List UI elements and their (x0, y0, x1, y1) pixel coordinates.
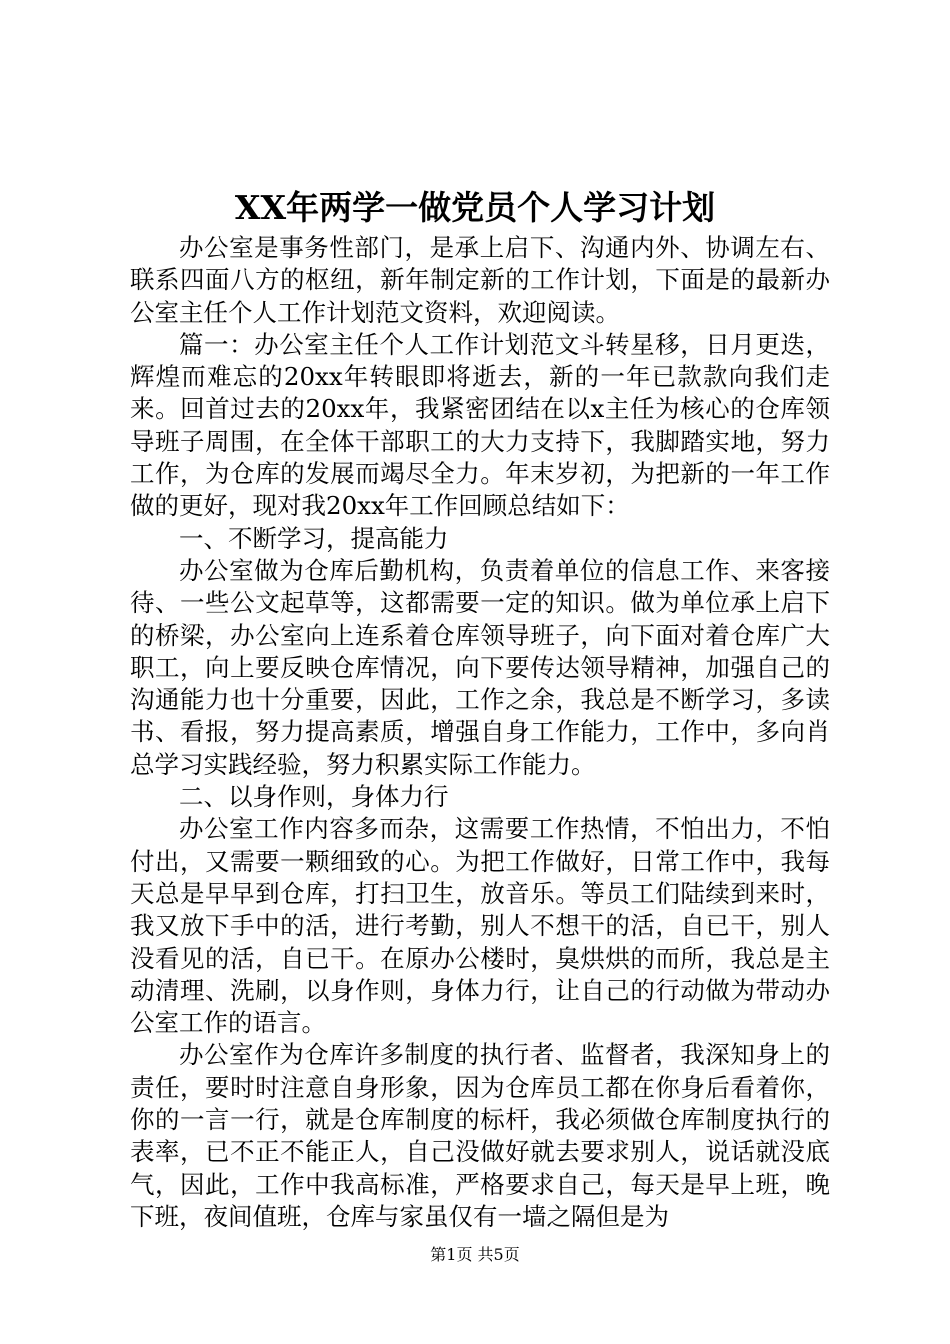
paragraph-section-2a: 办公室工作内容多而杂，这需要工作热情，不怕出力，不怕付出，又需要一颗细致的心。为把工作做好，日常工作中，我每天总是早早到仓库，打扫卫生，放音乐。等员工们陆续到来时，我又放下手中的活，进行考勤，别人不想干的活，自已干，别人没看见的活，自已干。在原办公楼时，臭烘烘的而所，我总是主动清理、洗刷，以身作则，身体力行，让自己的行动做为带动办公室工作的语言。 (130, 814, 830, 1038)
paragraph-section-2b: 办公室作为仓库许多制度的执行者、监督者，我深知身上的责任，要时时注意自身形象，因为仓库员工都在你身后看着你，你的一言一行，就是仓库制度的标杆，我必须做仓库制度执行的表率，已不正不能正人，自己没做好就去要求别人，说话就没底气，因此，工作中我高标准，严格要求自己，每天是早上班，晚下班，夜间值班，仓库与家虽仅有一墙之隔但是为 (130, 1040, 830, 1231)
section-heading-1: 一、不断学习，提高能力 (179, 523, 449, 553)
paragraph-part-one: 篇一：办公室主任个人工作计划范文斗转星移，日月更迭，辉煌而难忘的20xx年转眼即将逝去，新的一年已款款向我们走来。回首过去的20xx年，我紧密团结在以x主任为核心的仓库领导班子周围，在全体干部职工的大力支持下，我脚踏实地，努力工作，为仓库的发展而竭尽全力。年末岁初，为把新的一年工作做的更好，现对我20xx年工作回顾总结如下： (130, 329, 830, 521)
document-title: XX年两学一做党员个人学习计划 (234, 188, 716, 227)
section-heading-2: 二、以身作则，身体力行 (179, 782, 449, 812)
document-body (130, 232, 830, 1233)
paragraph-intro: 办公室是事务性部门，是承上启下、沟通内外、协调左右、联系四面八方的枢纽，新年制定新的工作计划，下面是的最新办公室主任个人工作计划范文资料，欢迎阅读。 (130, 233, 830, 327)
paragraph-section-1: 办公室做为仓库后勤机构，负责着单位的信息工作、来客接待、一些公文起草等，这都需要一定的知识。做为单位承上启下的桥梁，办公室向上连系着仓库领导班子，向下面对着仓库广大职工，向上要反映仓库情况，向下要传达领导精神，加强自己的沟通能力也十分重要，因此，工作之余，我总是不断学习，多读书、看报，努力提高素质，增强自身工作能力，工作中，多向肖总学习实践经验，努力积累实际工作能力。 (130, 555, 830, 779)
page-number-footer: 第1页 共5页 (430, 1245, 520, 1264)
